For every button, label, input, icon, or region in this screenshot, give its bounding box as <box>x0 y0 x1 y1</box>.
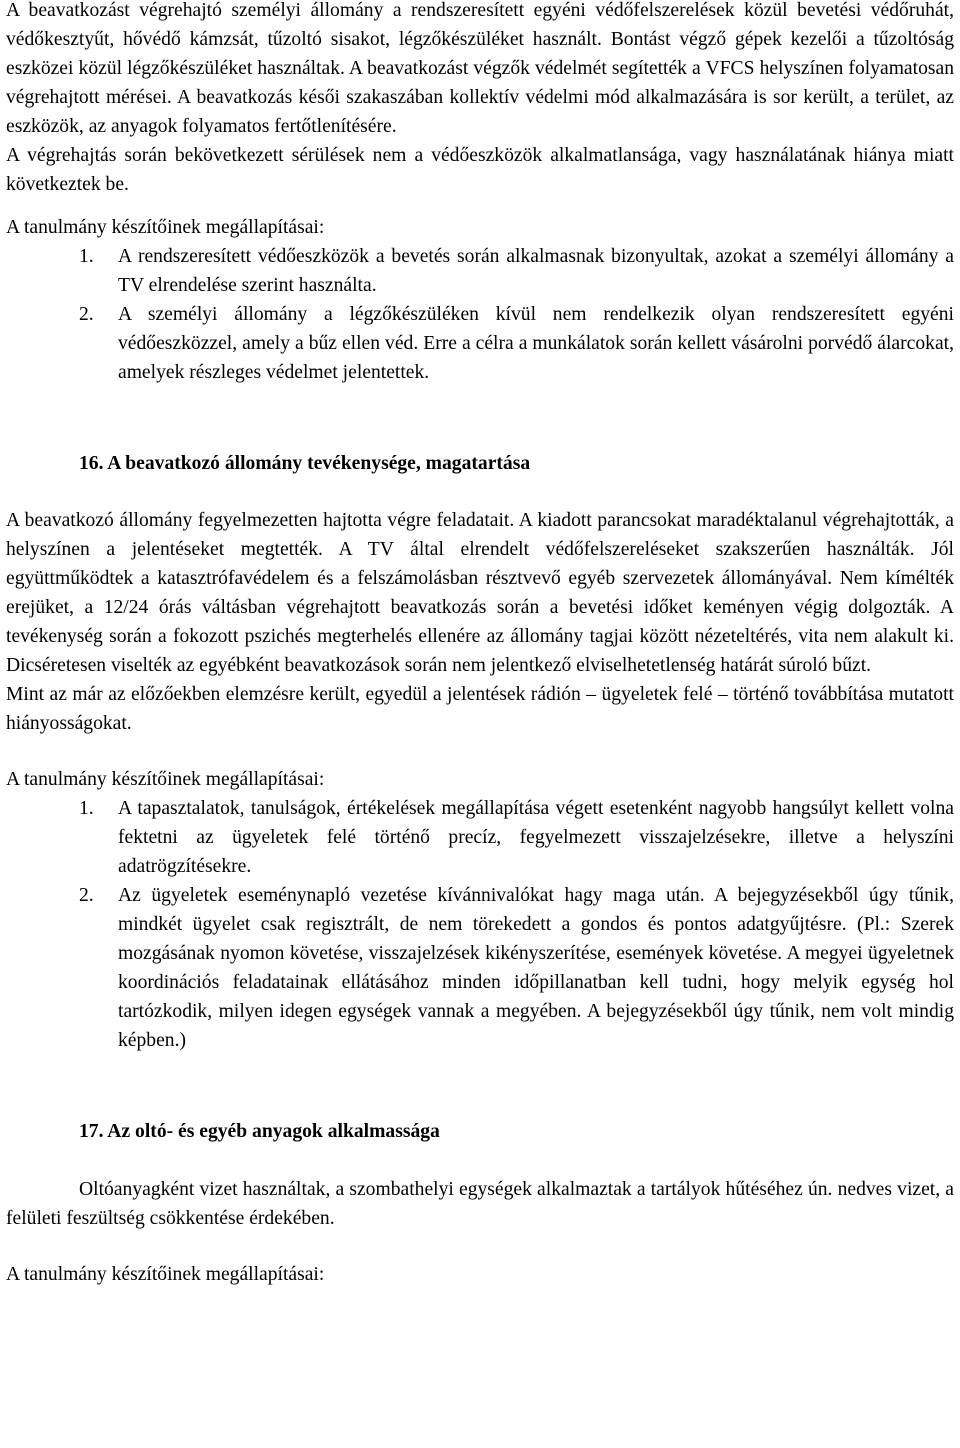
finding-text: Az ügyeletek eseménynapló vezetése kívánnivalókat hagy maga után. A bejegyzésekből úgy tűnik, mindkét ügyelet csak regisztrált, de nem törekedett a gondos és pontos adatgyűjtésre. (Pl.: Szerek mozgásának nyomon követése, visszajelzések kikényszerítése, események követése. A megyei ügyeletnek koordinációs feladatainak ellátásához minden időpillanatban kell tudni, hogy melyik egység hol tartózkodik, milyen idegen egységek vannak a megyében. A bejegyzésekből úgy tűnik, nem volt mindig képben.) <box>118 885 954 1051</box>
section-16-body <box>6 506 954 738</box>
section-17-body <box>6 1175 954 1233</box>
finding-number: 1. <box>79 246 94 267</box>
finding-text: A személyi állomány a légzőkészüléken kívül nem rendelkezik olyan rendszeresített egyéni védőeszközzel, amely a bűz ellen véd. Erre a célra a munkálatok során kellett vásárolni porvédő álarcokat, amelyek részleges védelmet jelentettek. <box>118 304 954 383</box>
findings-list <box>6 794 954 1055</box>
section-17-heading: 17. Az oltó- és egyéb anyagok alkalmassága <box>79 1121 440 1142</box>
section-16-paragraph: A beavatkozó állomány fegyelmezetten hajtotta végre feladatait. A kiadott parancsokat maradéktalanul végrehajtották, a helyszínen a jelentéseket megtették. A TV által elrendelt védőfelszereléseket szakszerűen használták. Jól együttműködtek a katasztrófavédelem és a felszámolásban résztvevő egyéb szervezetek állományával. Nem kímélték erejüket, a 12/24 órás váltásban végrehajtott beavatkozás során a bevetési időket keményen végig dolgozták. A tevékenység során a fokozott pszichés megterhelés ellenére az állomány tagjai között nézeteltérés, vita nem alakult ki. Dicséretesen viselték az egyébként beavatkozások során nem jelentkező elviselhetetlenség határát súroló bűzt. <box>6 510 954 676</box>
findings-label: A tanulmány készítőinek megállapításai: <box>6 217 325 238</box>
section-16-heading: 16. A beavatkozó állomány tevékenysége, magatartása <box>79 453 531 474</box>
finding-text: A rendszeresített védőeszközök a bevetés során alkalmasnak bizonyultak, azokat a személyi állomány a TV elrendelése szerint használta. <box>118 246 954 296</box>
finding-item <box>6 881 954 1055</box>
finding-item <box>6 300 954 387</box>
findings-label: A tanulmány készítőinek megállapításai: <box>6 769 325 790</box>
finding-number: 1. <box>79 798 94 819</box>
findings-label: A tanulmány készítőinek megállapításai: <box>6 1264 325 1285</box>
intro-paragraph: A beavatkozást végrehajtó személyi állomány a rendszeresített egyéni védőfelszerelések közül bevetési védőruhát, védőkesztyűt, hővédő kámzsát, tűzoltó sisakot, légzőkészüléket használt. Bontást végző gépek kezelői a tűzoltóság eszközei közül légzőkészüléket használtak. A beavatkozást végzők védelmét segítették a VFCS helyszínen folyamatosan végrehajtott mérései. A beavatkozás késői szakaszában kollektív védelmi mód alkalmazására is sor került, a terület, az eszközök, az anyagok folyamatos fertőtlenítésére. <box>6 0 954 137</box>
document-page <box>6 0 954 1289</box>
section-17-paragraph: Oltóanyagként vizet használtak, a szombathelyi egységek alkalmaztak a tartályok hűtéséhez ún. nedves vizet, a felületi feszültség csökkentése érdekében. <box>6 1179 954 1229</box>
finding-number: 2. <box>79 304 94 325</box>
finding-item <box>6 242 954 300</box>
section-16-paragraph-2: Mint az már az előzőekben elemzésre került, egyedül a jelentések rádión – ügyeletek felé – történő továbbítása mutatott hiányosságokat. <box>6 684 954 734</box>
findings-list <box>6 242 954 387</box>
finding-number: 2. <box>79 885 94 906</box>
finding-item <box>6 794 954 881</box>
finding-text: A tapasztalatok, tanulságok, értékelések megállapítása végett esetenként nagyobb hangsúlyt kellett volna fektetni az ügyeletek felé történő precíz, fegyelmezett visszajelzésekre, illetve a helyszíni adatrögzítésekre. <box>118 798 954 877</box>
injury-paragraph: A végrehajtás során bekövetkezett sérülések nem a védőeszközök alkalmatlansága, vagy használatának hiánya miatt következtek be. <box>6 145 954 195</box>
